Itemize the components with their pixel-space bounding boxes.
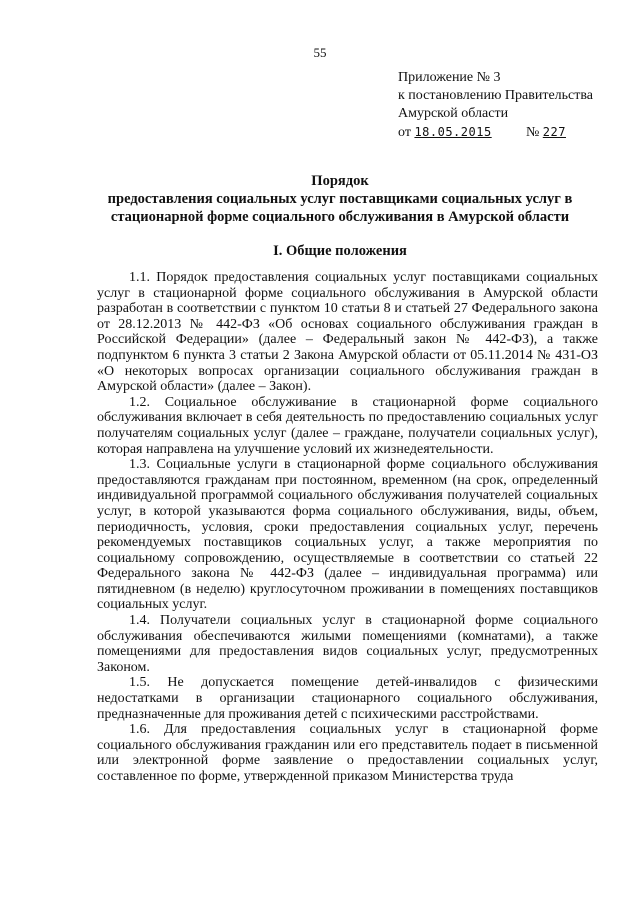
date-prefix: от <box>398 125 411 140</box>
appendix-line-2: к постановлению Правительства <box>398 88 594 103</box>
page-number: 55 <box>313 45 327 60</box>
paragraph-1-3: 1.3. Социальные услуги в стационарной форме социального обслуживания предоставляются гражданам при постоянном, временном (на срок, определенный индивидуальной программой социального обслуживания получателей социальных услуг, в которой указываются форма социального обслуживания, виды, объем, периодичность, условия, сроки предоставления социальных услуг, перечень рекомендуемых поставщиков социальных услуг, а также мероприятия по социальному сопровождению, осуществляемые в соответствии со статьей 22 Федерального закона № 442-ФЗ (далее – индивидуальная программа) или пятидневном (в неделю) круглосуточном проживании в помещениях поставщиков социальных услуг. <box>97 457 598 613</box>
appendix-line-3: Амурской области <box>398 106 509 121</box>
document-body <box>97 270 598 785</box>
appendix-header <box>398 69 628 142</box>
paragraph-1-5: 1.5. Не допускается помещение детей-инвалидов с физическими недостатками в организации стационарного социального обслуживания, предназначенные для проживания детей с психическими расстройствами. <box>97 675 598 722</box>
section-heading: I. Общие положения <box>273 243 407 259</box>
title-line-1: Порядок <box>311 173 369 189</box>
title-line-2: предоставления социальных услуг поставщиками социальных услуг в <box>107 191 573 207</box>
paragraph-1-6: 1.6. Для предоставления социальных услуг в стационарной форме социального обслуживания гражданин или его представитель подает в письменной или электронной форме заявление о предоставлении социальных услуг, составленное по форме, утвержденной приказом Министерства труда <box>97 722 598 784</box>
paragraph-1-1: 1.1. Порядок предоставления социальных услуг поставщиками социальных услуг в стационарной форме социального обслуживания в Амурской области разработан в соответствии с пунктом 10 статьи 8 и статьей 27 Федерального закона от 28.12.2013 № 442-ФЗ «Об основах социального обслуживания граждан в Российской Федерации» (далее – Федеральный закон № 442-ФЗ), а также подпунктом 6 пункта 3 статьи 2 Закона Амурской области от 05.11.2014 № 431-ОЗ «О некоторых вопросах организации социального обслуживания граждан в Амурской области» (далее – Закон). <box>97 270 598 395</box>
appendix-line-1: Приложение № 3 <box>398 70 501 85</box>
paragraph-1-4: 1.4. Получатели социальных услуг в стационарной форме социального обслуживания обеспечиваются жилыми помещениями (комнатами), а также помещениями для предоставления видов социальных услуг, предусмотренных Законом. <box>97 613 598 675</box>
decree-date: 18.05.2015 <box>414 125 492 139</box>
decree-number: 227 <box>542 125 566 139</box>
title-line-3: стационарной форме социального обслуживания в Амурской области <box>110 209 570 225</box>
document-title <box>70 172 610 226</box>
appendix-date-line <box>398 123 628 142</box>
paragraph-1-2: 1.2. Социальное обслуживание в стационарной форме социального обслуживания включает в себя деятельность по предоставлению социальных услуг получателям социальных услуг (далее – граждане, получатели социальных услуг), которая направлена на улучшение условий их жизнедеятельности. <box>97 394 598 457</box>
number-label: № <box>525 125 540 140</box>
